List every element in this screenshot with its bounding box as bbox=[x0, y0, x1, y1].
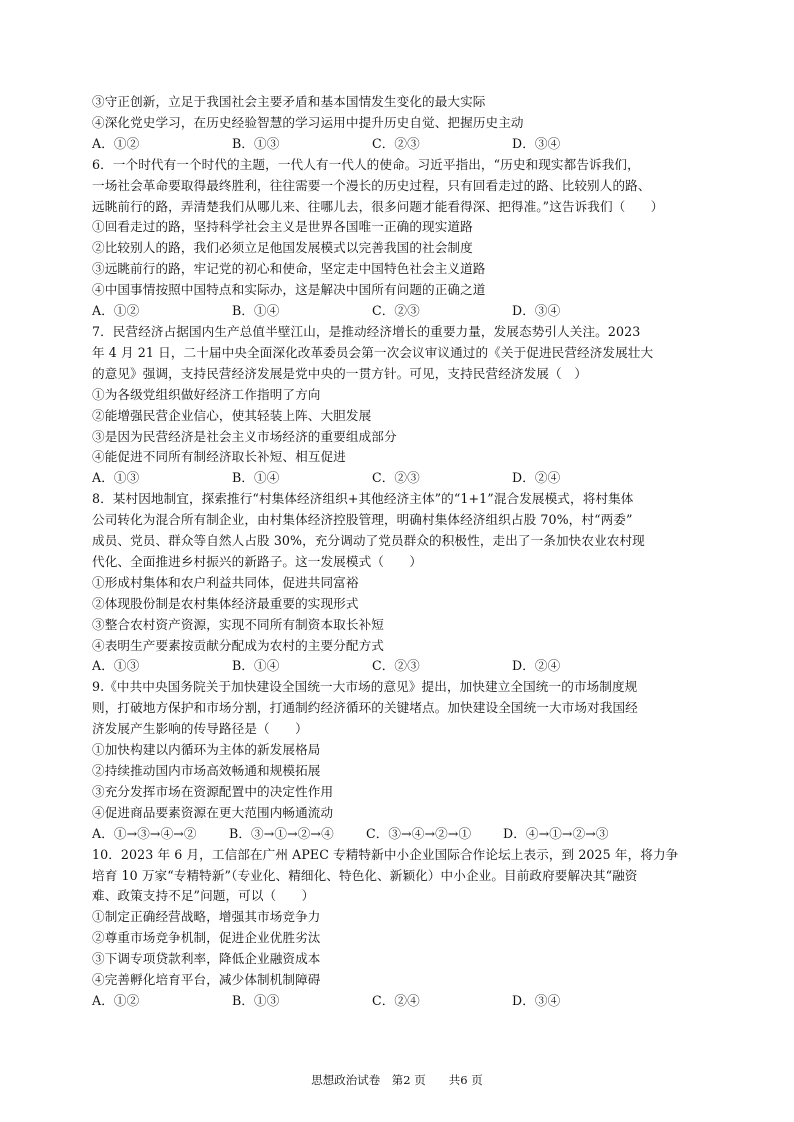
answer-option-b: B．①③ bbox=[232, 135, 280, 151]
text-line: 10．2023 年 6 月，工信部在广州 APEC 专精特新中小企业国际合作论坛上表示，到 2025 年，将力争 bbox=[92, 846, 679, 862]
text-line: ③是因为民营经济是社会主义市场经济的重要组成部分 bbox=[92, 428, 397, 444]
answer-options bbox=[92, 656, 704, 677]
answer-option-b: B．①③ bbox=[232, 992, 280, 1008]
answer-option-b: B．①④ bbox=[232, 658, 280, 674]
text-line: 远眺前行的路，弄清楚我们从哪儿来、往哪儿去，很多问题才能看得深、把得准。”这告诉我们（ ） bbox=[92, 198, 664, 214]
answer-option-c: C．②④ bbox=[372, 992, 420, 1008]
text-line: ④中国事情按照中国特点和实际办，这是解决中国所有问题的正确之道 bbox=[92, 282, 486, 298]
text-line: 培育 10 万家“专精特新”（专业化、精细化、特色化、新颖化）中小企业。目前政府要解决其“融资 bbox=[92, 867, 638, 883]
answer-option-d: D．②④ bbox=[512, 470, 561, 486]
answer-option-c: C．③→④→②→① bbox=[366, 825, 472, 841]
answer-option-c: C．②③ bbox=[372, 303, 420, 319]
text-line: ②比较别人的路，我们必须立足他国发展模式以完善我国的社会制度 bbox=[92, 240, 473, 256]
answer-options bbox=[92, 468, 704, 489]
text-line: 6．一个时代有一个时代的主题，一代人有一代人的使命。习近平指出，“历史和现实都告诉我们， bbox=[92, 156, 640, 172]
text-line: ③下调专项贷款利率，降低企业融资成本 bbox=[92, 951, 321, 967]
answer-options bbox=[92, 991, 704, 1012]
answer-option-b: B．③→①→②→④ bbox=[229, 825, 334, 841]
text-line: 公司转化为混合所有制企业，由村集体经济控股管理，明确村集体经济组织占股 70%，村“两委” bbox=[92, 512, 633, 528]
answer-options bbox=[92, 134, 704, 155]
text-line: 则，打破地方保护和市场分割，打通制约经济循环的关键堵点。加快建设全国统一大市场对我国经 bbox=[92, 700, 638, 716]
answer-option-d: D．③④ bbox=[512, 135, 561, 151]
answer-option-c: C．②③ bbox=[372, 470, 420, 486]
answer-option-d: D．③④ bbox=[512, 303, 561, 319]
page-footer: 思想政治试卷 第2 页 共6 页 bbox=[311, 1073, 483, 1087]
answer-option-c: C．②③ bbox=[372, 658, 420, 674]
text-line: ②持续推动国内市场高效畅通和规模拓展 bbox=[92, 763, 321, 778]
answer-option-c: C．②③ bbox=[372, 135, 420, 151]
text-line: ①形成村集体和农户利益共同体，促进共同富裕 bbox=[92, 574, 359, 590]
text-line: 代化、全面推进乡村振兴的新路子。这一发展模式（ ） bbox=[92, 553, 423, 569]
answer-option-a: A．①③ bbox=[92, 658, 140, 674]
answer-option-a: A．①③ bbox=[92, 470, 140, 486]
page-content bbox=[92, 92, 704, 1012]
answer-option-b: B．①④ bbox=[232, 303, 280, 319]
text-line: 济发展产生影响的传导路径是（ ） bbox=[92, 721, 308, 737]
text-line: 9.《中共中央国务院关于加快建设全国统一大市场的意见》提出，加快建立全国统一的市场制度规 bbox=[92, 679, 638, 695]
text-line: ④完善孵化培育平台，减少体制机制障碍 bbox=[92, 972, 321, 988]
answer-options bbox=[92, 301, 704, 322]
text-line: ②能增强民营企业信心，使其轻装上阵、大胆发展 bbox=[92, 407, 372, 423]
text-line: 7．民营经济占据国内生产总值半壁江山，是推动经济增长的重要力量，发展态势引人关注。2023 bbox=[92, 323, 641, 339]
text-line: ①为各级党组织做好经济工作指明了方向 bbox=[92, 386, 321, 402]
text-line: ④深化党史学习，在历史经验智慧的学习运用中提升历史自觉、把握历史主动 bbox=[92, 114, 524, 130]
text-line: 8．某村因地制宜，探索推行“村集体经济组织+其他经济主体”的“1+1”混合发展模式，将村集体 bbox=[92, 491, 634, 507]
answer-option-a: A．①→③→④→② bbox=[92, 825, 197, 841]
text-line: ④能促进不同所有制经济取长补短、相互促进 bbox=[92, 449, 346, 465]
text-line: ①加快构建以内循环为主体的新发展格局 bbox=[92, 742, 321, 758]
answer-option-d: D．②④ bbox=[512, 658, 561, 674]
answer-option-a: A．①② bbox=[92, 992, 140, 1008]
answer-option-b: B．①④ bbox=[232, 470, 280, 486]
text-line: ③远眺前行的路，牢记党的初心和使命，坚定走中国特色社会主义道路 bbox=[92, 261, 486, 277]
answer-options bbox=[92, 824, 704, 845]
text-line: 成员、党员、群众等自然人占股 30%，充分调动了党员群众的积极性，走出了一条加快农业农村现 bbox=[92, 533, 645, 549]
text-line: ③守正创新，立足于我国社会主要矛盾和基本国情发生变化的最大实际 bbox=[92, 94, 486, 109]
text-line: 一场社会革命要取得最终胜利，往往需要一个漫长的历史过程，只有回看走过的路、比较别人的路、 bbox=[92, 177, 651, 193]
answer-option-a: A．①② bbox=[92, 135, 140, 151]
text-line: ②体现股份制是农村集体经济最重要的实现形式 bbox=[92, 595, 359, 611]
text-line: 的意见》强调，支持民营经济发展是党中央的一贯方针。可见，支持民营经济发展（ ） bbox=[92, 365, 588, 381]
answer-option-a: A．①② bbox=[92, 303, 140, 319]
text-line: ②尊重市场竞争机制，促进企业优胜劣汰 bbox=[92, 930, 321, 946]
answer-option-d: D．③④ bbox=[512, 992, 561, 1008]
text-line: ④促进商品要素资源在更大范围内畅通流动 bbox=[92, 804, 334, 820]
answer-option-d: D．④→①→②→③ bbox=[503, 825, 609, 841]
text-line: 年 4 月 21 日，二十届中央全面深化改革委员会第一次会议审议通过的《关于促进民营经济发展壮大 bbox=[92, 344, 654, 360]
text-line: ④表明生产要素按贡献分配成为农村的主要分配方式 bbox=[92, 637, 384, 653]
text-line: ①制定正确经营战略，增强其市场竞争力 bbox=[92, 909, 321, 925]
text-line: ①回看走过的路，坚持科学社会主义是世界各国唯一正确的现实道路 bbox=[92, 219, 473, 235]
text-line: ③充分发挥市场在资源配置中的决定性作用 bbox=[92, 783, 334, 799]
text-line: 难、政策支持不足”问题，可以（ ） bbox=[92, 888, 315, 904]
text-line: ③整合农村资产资源，实现不同所有制资本取长补短 bbox=[92, 616, 384, 632]
